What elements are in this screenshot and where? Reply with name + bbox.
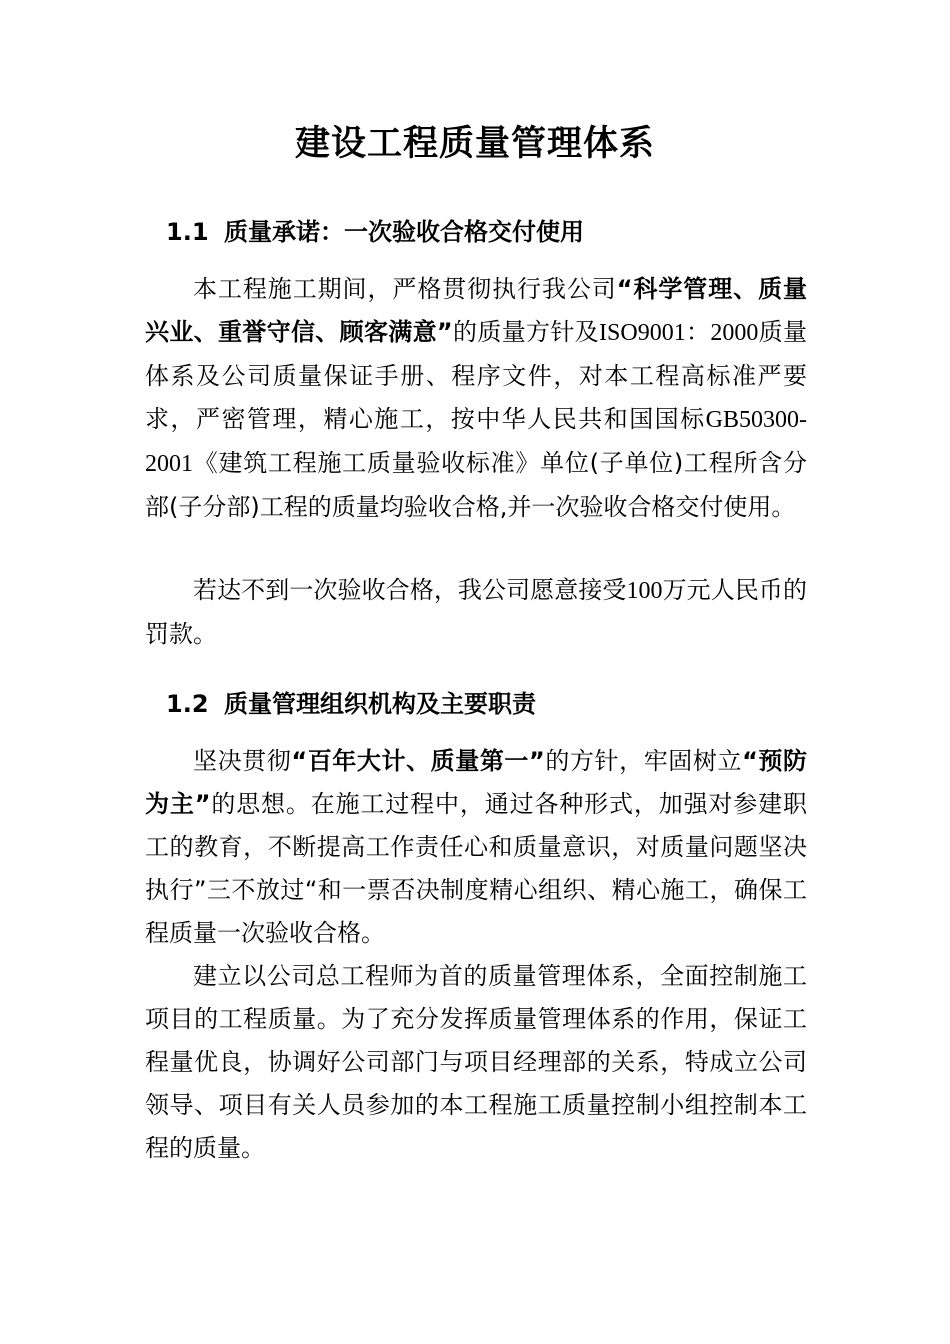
section-heading-1-2	[166, 686, 536, 722]
paragraph-text: 的方针，牢固树立	[544, 747, 743, 775]
quality-policy-emphasis: “科学管理、质量兴业、重誉守信、顾客满意”	[145, 275, 808, 346]
paragraph-text: 坚决贯彻	[193, 747, 292, 775]
penalty-amount: 100	[626, 578, 663, 604]
section-number: 1.2	[166, 690, 209, 718]
paragraph-text: 的质量方针及	[452, 318, 600, 346]
section-title: 质量承诺：一次验收合格交付使用	[224, 218, 584, 246]
paragraph-management-system: 建立以公司总工程师为首的质量管理体系，全面控制施工项目的工程质量。为了充分发挥质量管理体系的作用，保证工程量优良，协调好公司部门与项目经理部的关系，特成立公司领导、项目有关人员参加的本工程施工质量控制小组控制本工程的质量。	[145, 962, 807, 1162]
policy-emphasis: “百年大计、质量第一”	[291, 747, 545, 775]
paragraph-text: 质量体系及公司质量保证手册、程序文件，对本工程高标准严要求，严密管理，精心施工，按中华人民共和国国标	[145, 318, 807, 433]
paragraph-quality-policy	[145, 740, 807, 955]
document-title: 建设工程质量管理体系	[294, 124, 655, 164]
national-standard-code: GB50300-2001	[145, 407, 807, 477]
section-heading-1-1	[166, 214, 584, 250]
section-number: 1.1	[166, 218, 209, 246]
paragraph-text: 万元人民币的罚款。	[145, 576, 807, 648]
paragraph-text: 的思想。在施工过程中，通过各种形式，加强对参建职工的教育，不断提高工作责任心和质量意识，对质量问题坚决执行”三不放过“和一票否决制度精心组织、精心施工，确保工程质量一次验收合格。	[145, 790, 807, 947]
paragraph-text: 本工程施工期间，严格贯彻执行我公司	[193, 275, 617, 303]
section-title: 质量管理组织机构及主要职责	[224, 690, 536, 718]
paragraph-penalty	[145, 569, 807, 656]
iso-standard: ISO9001：2000	[599, 320, 759, 346]
paragraph-text: 《建筑工程施工质量验收标准》单位(子单位)工程所含分部(子分部)工程的质量均验收合格,并一次验收合格交付使用。	[145, 449, 807, 521]
paragraph-text: 若达不到一次验收合格，我公司愿意接受	[193, 576, 627, 604]
paragraph-quality-commitment	[145, 268, 807, 529]
prevention-emphasis: “预防为主”	[145, 747, 808, 818]
